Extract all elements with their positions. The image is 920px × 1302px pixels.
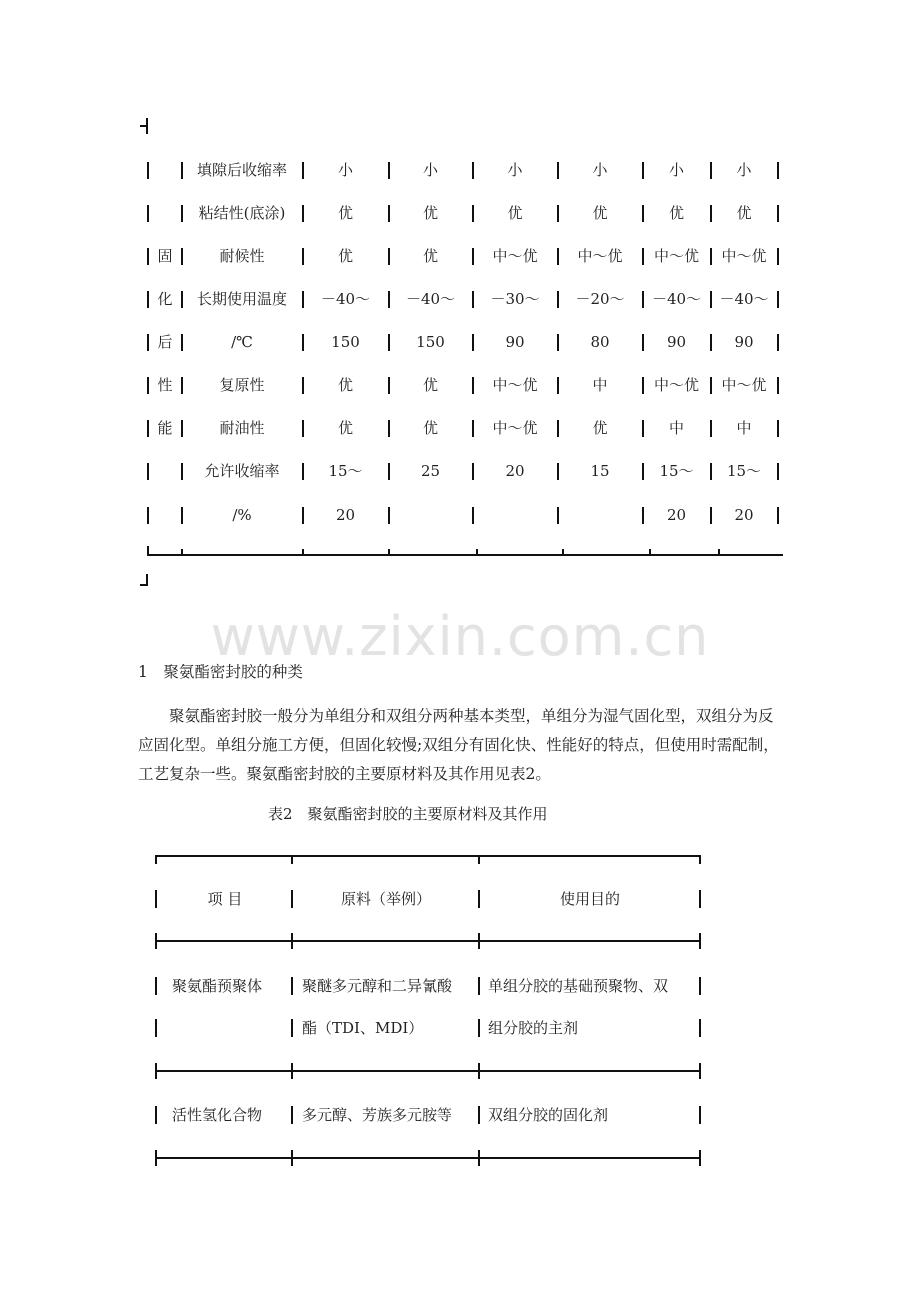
table1-value-cell: －30～ [490,290,540,308]
table1-property-label: 耐油性 [219,419,265,437]
table2-cell-border [291,890,293,908]
table1-value-cell: 优 [592,204,608,222]
table2-tick [291,1150,293,1166]
table1-property-label: 复原性 [219,376,265,394]
table1-property-label: 填隙后收缩率 [196,161,287,179]
table1-value-cell: 20 [734,506,754,524]
table2-rule-bottom [156,1157,701,1159]
table1-cell-border [777,162,779,179]
table1-value-cell: 优 [337,376,353,394]
table2-header-material: 原料（举例） [340,890,431,908]
table1-value-cell: －40～ [651,290,702,308]
table1-cell-border [777,420,779,437]
table2-rule [156,940,701,942]
table1-value-cell: 25 [420,462,441,480]
table1-value-cell: 小 [736,161,752,179]
table1-value-cell: 15 [590,462,610,480]
table2-cell-purpose: 双组分胶的固化剂 [488,1106,609,1124]
table2-cell-border [291,977,293,995]
table1-value-cell: 90 [505,333,525,351]
table1-end-corner-tick [140,584,148,586]
table2-tick [699,1063,701,1079]
table2-cell-border [478,890,480,908]
table1-cell-border [777,291,779,308]
table1-cell-border [147,463,149,480]
table2-tick [155,933,157,949]
table2-cell-item: 聚氨酯预聚体 [172,977,263,995]
table2-tick [699,855,701,864]
table1-value-cell: 中～优 [492,376,538,394]
table1-cell-border [777,507,779,524]
table2-header-purpose: 使用目的 [559,890,620,908]
table2-cell-border [478,977,480,995]
table1-value-cell: 优 [337,204,353,222]
table1-value-cell: 优 [337,247,353,265]
table1-value-cell: 中～优 [492,419,538,437]
table2-cell-purpose: 组分胶的主剂 [488,1019,579,1037]
table2-cell-material: 酯（TDI、MDI） [302,1019,424,1037]
table2-tick [478,855,480,864]
table1-value-cell: 90 [666,333,687,351]
table1-bottom-tick [302,549,304,555]
table1-group-label: 固 [157,247,173,265]
table2-tick [699,1150,701,1166]
table1-value-cell: 优 [736,204,752,222]
table1-value-cell: 中～优 [653,247,699,265]
table1-bottom-tick [649,549,651,555]
table1-property-label: /% [232,506,252,524]
table1-value-cell: 150 [416,333,445,351]
table2-cell-border [155,890,157,908]
table1-value-cell: 20 [505,462,525,480]
table1-value-cell: 80 [590,333,610,351]
table2-header-item: 项 目 [207,890,243,908]
table1-value-cell: 中 [668,419,684,437]
table1-property-label: 长期使用温度 [196,290,287,308]
section-heading: 1 聚氨酯密封胶的种类 [138,663,303,681]
table2-tick [478,1063,480,1079]
table1-value-cell: 优 [422,204,438,222]
table2-cell-border [291,1019,293,1037]
table1-property-label: 允许收缩率 [204,462,280,480]
table2-cell-border [155,1106,157,1124]
table2-tick [699,933,701,949]
table1-value-cell: 中～优 [492,247,538,265]
table1-value-cell: 20 [335,506,356,524]
table1-value-cell: 15～ [726,462,762,480]
table2-cell-border [699,1106,701,1124]
table1-value-cell: －40～ [405,290,456,308]
table2-cell-border [699,1019,701,1037]
table1-cell-border [472,507,474,524]
table1-value-cell: 优 [422,376,438,394]
table1-group-label: 化 [157,290,173,308]
table2-cell-border [478,1106,480,1124]
section-paragraph: 聚氨酯密封胶一般分为单组分和双组分两种基本类型，单组分为湿气固化型，双组分为反应固化型。单组分施工方便，但固化较慢;双组分有固化快、性能好的特点，但使用时需配制，工艺复杂一些。聚氨酯密封胶的主要原材料及其作用见表2。 [138,707,779,783]
table2-tick [155,1063,157,1079]
table1-value-cell: －20～ [575,290,625,308]
table1-cell-border [147,291,149,308]
table2-cell-border [699,890,701,908]
table1-value-cell: 15～ [659,462,694,480]
table1-value-cell: 小 [668,161,684,179]
table1-property-label: /℃ [231,333,253,351]
table2-tick [155,1150,157,1166]
table1-value-cell: 小 [507,161,523,179]
table2-tick [291,855,293,864]
table2-tick [291,1063,293,1079]
table1-cell-border [777,334,779,351]
table1-bottom-tick [562,549,564,555]
table1-value-cell: 中 [736,419,752,437]
table2-cell-border [478,1019,480,1037]
table1-value-cell: 中～优 [721,247,767,265]
table2-cell-border [155,977,157,995]
table1-value-cell: 中 [592,376,608,394]
table2-tick [155,855,157,864]
table1-property-label: 粘结性(底涂) [198,204,286,222]
table1-bottom-tick [476,549,478,555]
table1-cell-border [147,334,149,351]
table2-tick [291,933,293,949]
table1-cell-border [147,205,149,222]
table1-value-cell: 90 [734,333,754,351]
table1-value-cell: 优 [507,204,523,222]
table1-cell-border [777,463,779,480]
table1-bottom-left-tick [147,546,149,555]
table1-cell-border [147,248,149,265]
table2-cell-purpose: 单组分胶的基础预聚物、双 [488,977,669,995]
table1-value-cell: 中～优 [577,247,623,265]
table2-rule-top [156,855,701,857]
table1-value-cell: 小 [592,161,608,179]
table1-cell-border [147,420,149,437]
table1-bottom-border [147,554,783,556]
table1-top-corner-tick [140,125,148,127]
table1-cell-border [777,248,779,265]
table2-cell-material: 多元醇、芳族多元胺等 [302,1106,453,1124]
table1-value-cell: 优 [668,204,684,222]
table1-cell-border [388,507,390,524]
table1-value-cell: 15～ [328,462,363,480]
table2-tick [478,933,480,949]
table2-cell-border [155,1019,157,1037]
table1-property-label: 耐候性 [219,247,265,265]
table2-caption: 表2 聚氨酯密封胶的主要原材料及其作用 [268,805,548,823]
table1-cell-border [147,377,149,394]
table2-rule [156,1070,701,1072]
table1-value-cell: －40～ [719,290,769,308]
table1-group-label: 后 [157,333,173,351]
table1-value-cell: 优 [422,247,438,265]
table1-value-cell: 优 [422,419,438,437]
table1-cell-border [557,507,559,524]
table1-cell-border [777,205,779,222]
table1-bottom-tick [181,549,183,555]
table2-cell-material: 聚醚多元醇和二异氰酸 [302,977,453,995]
table1-cell-border [147,507,149,524]
table2-tick [478,1150,480,1166]
table1-group-label: 能 [157,419,173,437]
table1-value-cell: 小 [337,161,353,179]
table1-value-cell: 优 [337,419,353,437]
table2-cell-border [699,977,701,995]
table1-value-cell: 小 [422,161,438,179]
table1-group-label: 性 [157,376,173,394]
table1-value-cell: 中～优 [721,376,767,394]
table1-value-cell: 中～优 [653,376,699,394]
table2-cell-border [291,1106,293,1124]
table1-value-cell: 优 [592,419,608,437]
table1-value-cell: －40～ [320,290,371,308]
table1-value-cell: 150 [331,333,360,351]
table1-cell-border [777,377,779,394]
table1-bottom-tick [388,549,390,555]
table1-value-cell: 20 [666,506,687,524]
table1-cell-border [147,162,149,179]
table1-bottom-tick [718,549,720,555]
watermark: www.zixin.com.cn [210,605,710,668]
table2-cell-item: 活性氢化合物 [172,1106,263,1124]
